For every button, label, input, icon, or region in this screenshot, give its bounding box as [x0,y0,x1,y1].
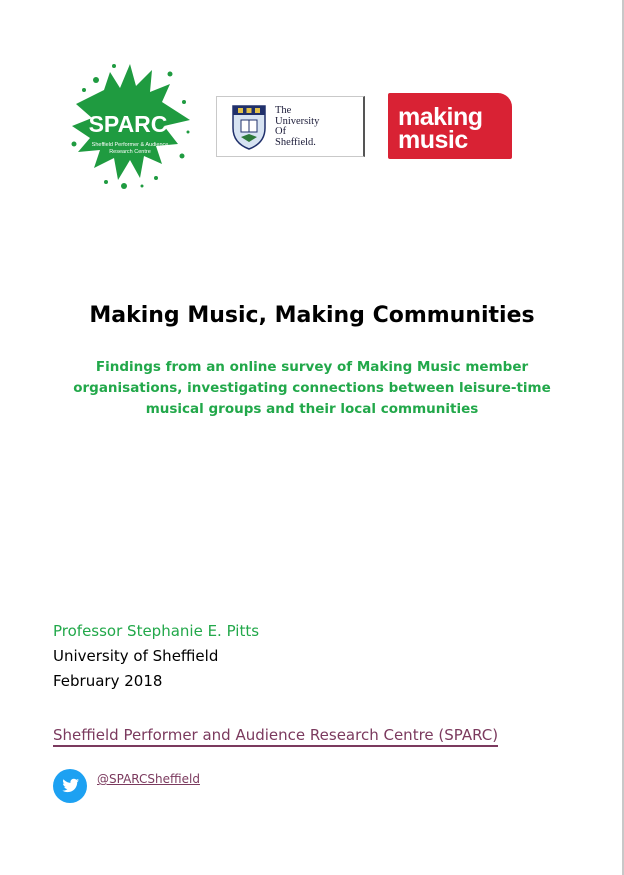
university-line-2: University [275,115,320,127]
document-subtitle: Findings from an online survey of Making Music member organisations, investigating connections between leisure-time musical groups and their local communities [73,359,551,417]
author-affiliation: University of Sheffield [53,647,219,665]
making-music-logo [388,93,512,159]
logo-row [0,0,624,200]
making-music-line-1: making [398,103,483,131]
sparc-tagline-2: Research Centre [109,149,151,155]
author-name: Professor Stephanie E. Pitts [53,622,260,640]
university-line-4: Sheffield. [275,136,316,148]
publication-date: February 2018 [53,672,163,690]
twitter-icon[interactable] [53,769,87,803]
university-line-1: The [275,105,292,116]
sparc-logo [66,60,196,190]
making-music-line-2: music [398,126,468,154]
university-line-3: Of [275,126,287,137]
sparc-tagline-1: Sheffield Performer & Audience [91,142,169,148]
document-title: Making Music, Making Communities [89,303,535,328]
author-block [53,619,259,694]
university-of-sheffield-logo [216,96,365,157]
sparc-centre-link[interactable]: Sheffield Performer and Audience Research Centre (SPARC) [53,726,498,747]
twitter-handle-link[interactable]: @SPARCSheffield [97,772,200,786]
sparc-logo-text: SPARC [88,111,168,137]
university-crest-icon [231,104,267,150]
